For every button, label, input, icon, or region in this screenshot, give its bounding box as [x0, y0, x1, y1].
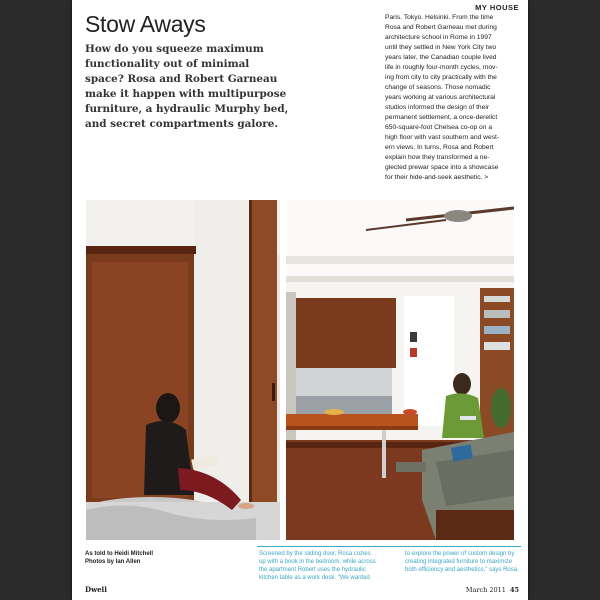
credit-photographer: Photos by Ian Allen	[85, 559, 141, 565]
bedroom-photo	[86, 200, 280, 540]
magazine-page	[72, 0, 528, 600]
article-intro: Paris. Tokyo. Helsinki. From the time Rosa and Robert Garneau met during architecture school in Rome in 1997 until they settled in New York City two years later, the Canadian couple lived life in roughly four-month cycles, mov- ing from city to city practically with the change of seasons. Those nomadic years working at various architectural studios informed the design of their permanent settlement, a once-derelict 650-square-foot Chelsea co-op on a high floor with vast southern and west- ern views. In turns, Rosa and Robert explain how they transformed a ne- glected prewar space into a showcase for their hide-and-seek aesthetic. >	[385, 14, 500, 181]
folio	[466, 586, 519, 594]
photo-caption-col1: Screened by the sliding door, Rosa cozies up with a book in the bedroom, while across the apartment Robert uses the hydraulic kitchen table as a work desk. "We wanted	[259, 551, 376, 581]
credit-author: As told to Heidi Mitchell	[85, 551, 154, 557]
issue-date: March 2011	[465, 586, 506, 594]
article-deck: How do you squeeze maximum functionality out of minimal space? Rosa and Robert Garneau make it happen with multipurpose furniture, a hydraulic Murphy bed, and secret compartments galore.	[85, 43, 289, 130]
article-title: Stow Aways	[85, 11, 206, 37]
section-label: MY HOUSE	[475, 3, 519, 12]
magazine-name: Dwell	[85, 585, 107, 594]
photo-credits	[85, 550, 153, 566]
caption-rule	[257, 546, 521, 547]
photo-caption-col2: to explore the power of custom design by creating integrated furniture to maximize both efficiency and aesthetics," says Rosa.	[405, 551, 519, 573]
page-number: 45	[509, 586, 519, 594]
living-room-photo	[286, 200, 514, 540]
